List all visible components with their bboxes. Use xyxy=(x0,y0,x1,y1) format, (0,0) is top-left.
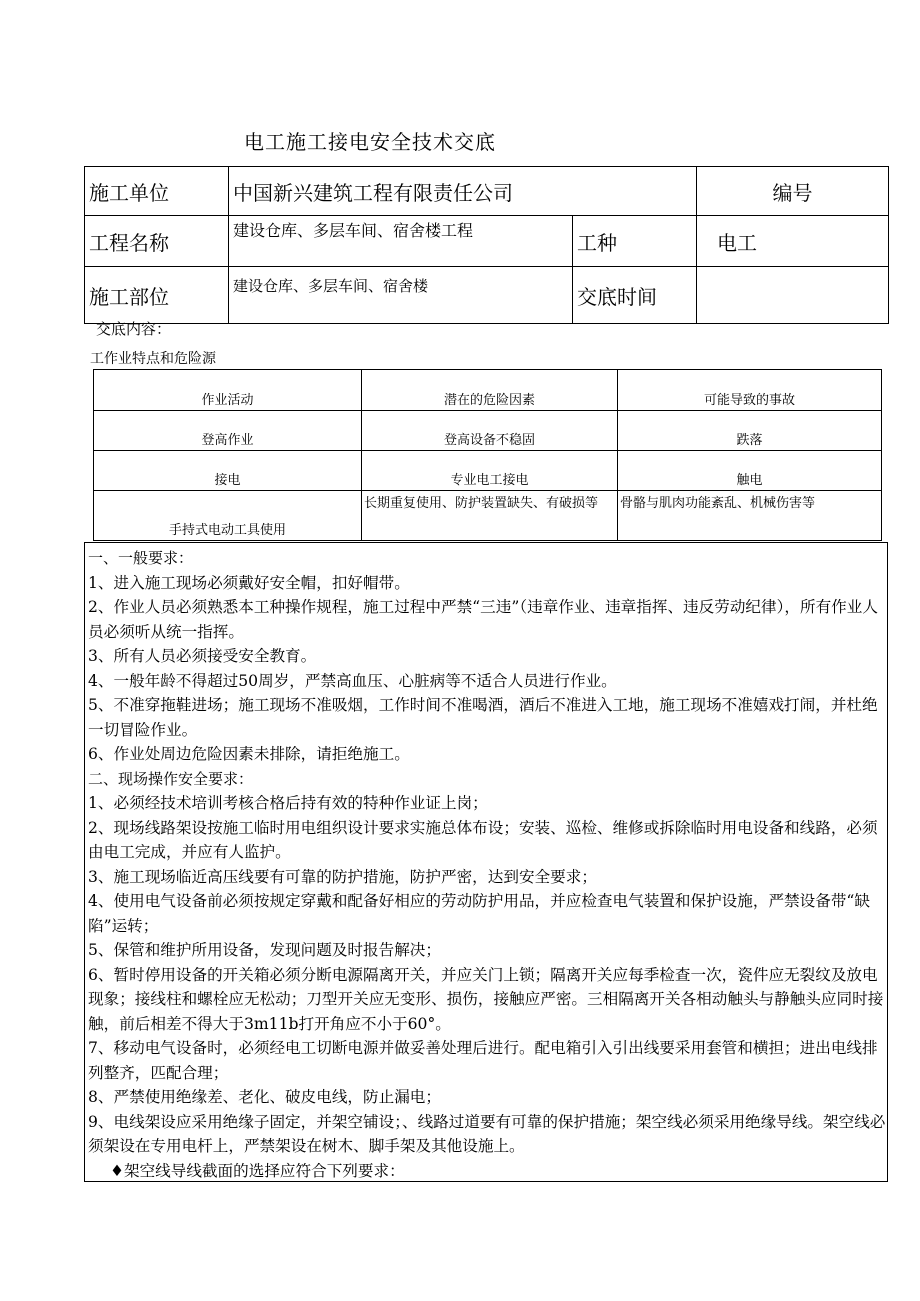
hazard-header-activity: 作业活动 xyxy=(94,370,362,411)
project-name-value: 建设仓库、多层车间、宿舍楼工程 xyxy=(229,216,573,267)
hazard-header-risk: 潜在的危险因素 xyxy=(362,370,618,411)
construction-part-label: 施工部位 xyxy=(85,267,229,324)
handover-time-value xyxy=(697,267,889,324)
hazard-cell: 手持式电动工具使用 xyxy=(94,491,362,541)
table-row xyxy=(94,491,882,541)
handover-time-label: 交底时间 xyxy=(573,267,697,324)
hazard-cell: 接电 xyxy=(94,451,362,491)
hazard-cell: 跌落 xyxy=(618,411,882,451)
requirement-item: 1、必须经技术培训考核合格后持有效的特种作业证上岗； xyxy=(88,794,488,812)
construction-part-value: 建设仓库、多层车间、宿舍楼 xyxy=(229,267,573,324)
requirement-item: 4、一般年龄不得超过50周岁，严禁高血压、心脏病等不适合人员进行作业。 xyxy=(88,671,617,690)
section-general-title: 一、一般要求： xyxy=(88,549,194,567)
requirement-item: 5、保管和维护所用设备，发现问题及时报告解决； xyxy=(88,941,441,959)
requirement-item: 8、严禁使用绝缘差、老化、破皮电线，防止漏电； xyxy=(88,1088,441,1106)
content-label: 交底内容： xyxy=(96,320,172,338)
project-name-label: 工程名称 xyxy=(85,216,229,267)
requirements-box xyxy=(84,542,888,1182)
overhead-line-note: ♦架空线导线截面的选择应符合下列要求： xyxy=(110,1161,405,1180)
hazard-cell: 登高作业 xyxy=(94,411,362,451)
work-type-label: 工种 xyxy=(573,216,697,267)
hazard-cell: 登高设备不稳固 xyxy=(362,411,618,451)
requirement-item: 5、不准穿拖鞋进场；施工现场不准吸烟，工作时间不准喝酒，酒后不准进入工地，施工现场不准嬉戏打闹，并杜绝一切冒险作业。 xyxy=(88,696,878,739)
requirement-item: 2、作业人员必须熟悉本工种操作规程，施工过程中严禁“三违”（违章作业、违章指挥、违反劳动纪律），所有作业人员必须听从统一指挥。 xyxy=(88,598,878,641)
requirement-item: 6、暂时停用设备的开关箱必须分断电源隔离开关，并应关门上锁；隔离开关应每季检查一次，瓷件应无裂纹及放电现象；接线柱和螺栓应无松动；刀型开关应无变形、损伤，接触应严密。三相隔离开关各相动触头与静触头应同时接触，前后相差不得大于3m11b打开角应不小于60°。 xyxy=(88,965,884,1033)
hazard-cell: 骨骼与肌肉功能紊乱、机械伤害等 xyxy=(618,491,882,541)
requirement-item: 9、电线架设应采用绝缘子固定，并架空铺设；、线路过道要有可靠的保护措施；架空线必须采用绝缘导线。架空线必须架设在专用电杆上，严禁架设在树木、脚手架及其他设施上。 xyxy=(88,1112,886,1155)
hazard-header-accident: 可能导致的事故 xyxy=(618,370,882,411)
requirement-item: 7、移动电气设备时，必须经电工切断电源并做妥善处理后进行。配电箱引入引出线要采用套管和横担；进出电线排列整齐，匹配合理； xyxy=(88,1039,878,1082)
section-onsite-title: 二、现场操作安全要求： xyxy=(88,769,254,788)
page-title: 电工施工接电安全技术交底 xyxy=(244,130,496,154)
requirement-item: 2、现场线路架设按施工临时用电组织设计要求实施总体布设；安装、巡检、维修或拆除临时用电设备和线路，必须由电工完成，并应有人监护。 xyxy=(88,818,878,861)
requirement-item: 3、施工现场临近高压线要有可靠的防护措施，防护严密，达到安全要求； xyxy=(88,867,597,886)
hazard-section-title: 工作业特点和危险源 xyxy=(90,351,216,367)
table-row xyxy=(94,411,882,451)
construction-unit-value: 中国新兴建筑工程有限责任公司 xyxy=(229,167,697,216)
construction-unit-label: 施工单位 xyxy=(85,167,229,216)
table-row xyxy=(85,216,889,267)
table-row xyxy=(85,167,889,216)
table-row xyxy=(94,451,882,491)
requirement-item: 1、进入施工现场必须戴好安全帽，扣好帽带。 xyxy=(88,573,410,592)
table-row xyxy=(85,267,889,324)
hazard-cell: 触电 xyxy=(618,451,882,491)
table-row xyxy=(94,370,882,411)
serial-number-label: 编号 xyxy=(697,167,889,216)
requirement-item: 4、使用电气设备前必须按规定穿戴和配备好相应的劳动防护用品，并应检查电气装置和保护设施，严禁设备带“缺陷”运转； xyxy=(88,892,870,935)
requirement-item: 3、所有人员必须接受安全教育。 xyxy=(88,647,317,665)
work-type-value: 电工 xyxy=(697,216,889,267)
hazard-table xyxy=(93,369,882,541)
hazard-cell: 长期重复使用、防护装置缺失、有破损等 xyxy=(362,491,618,541)
project-info-table xyxy=(84,166,889,324)
hazard-cell: 专业电工接电 xyxy=(362,451,618,491)
requirement-item: 6、作业处周边危险因素未排除，请拒绝施工。 xyxy=(88,745,410,763)
